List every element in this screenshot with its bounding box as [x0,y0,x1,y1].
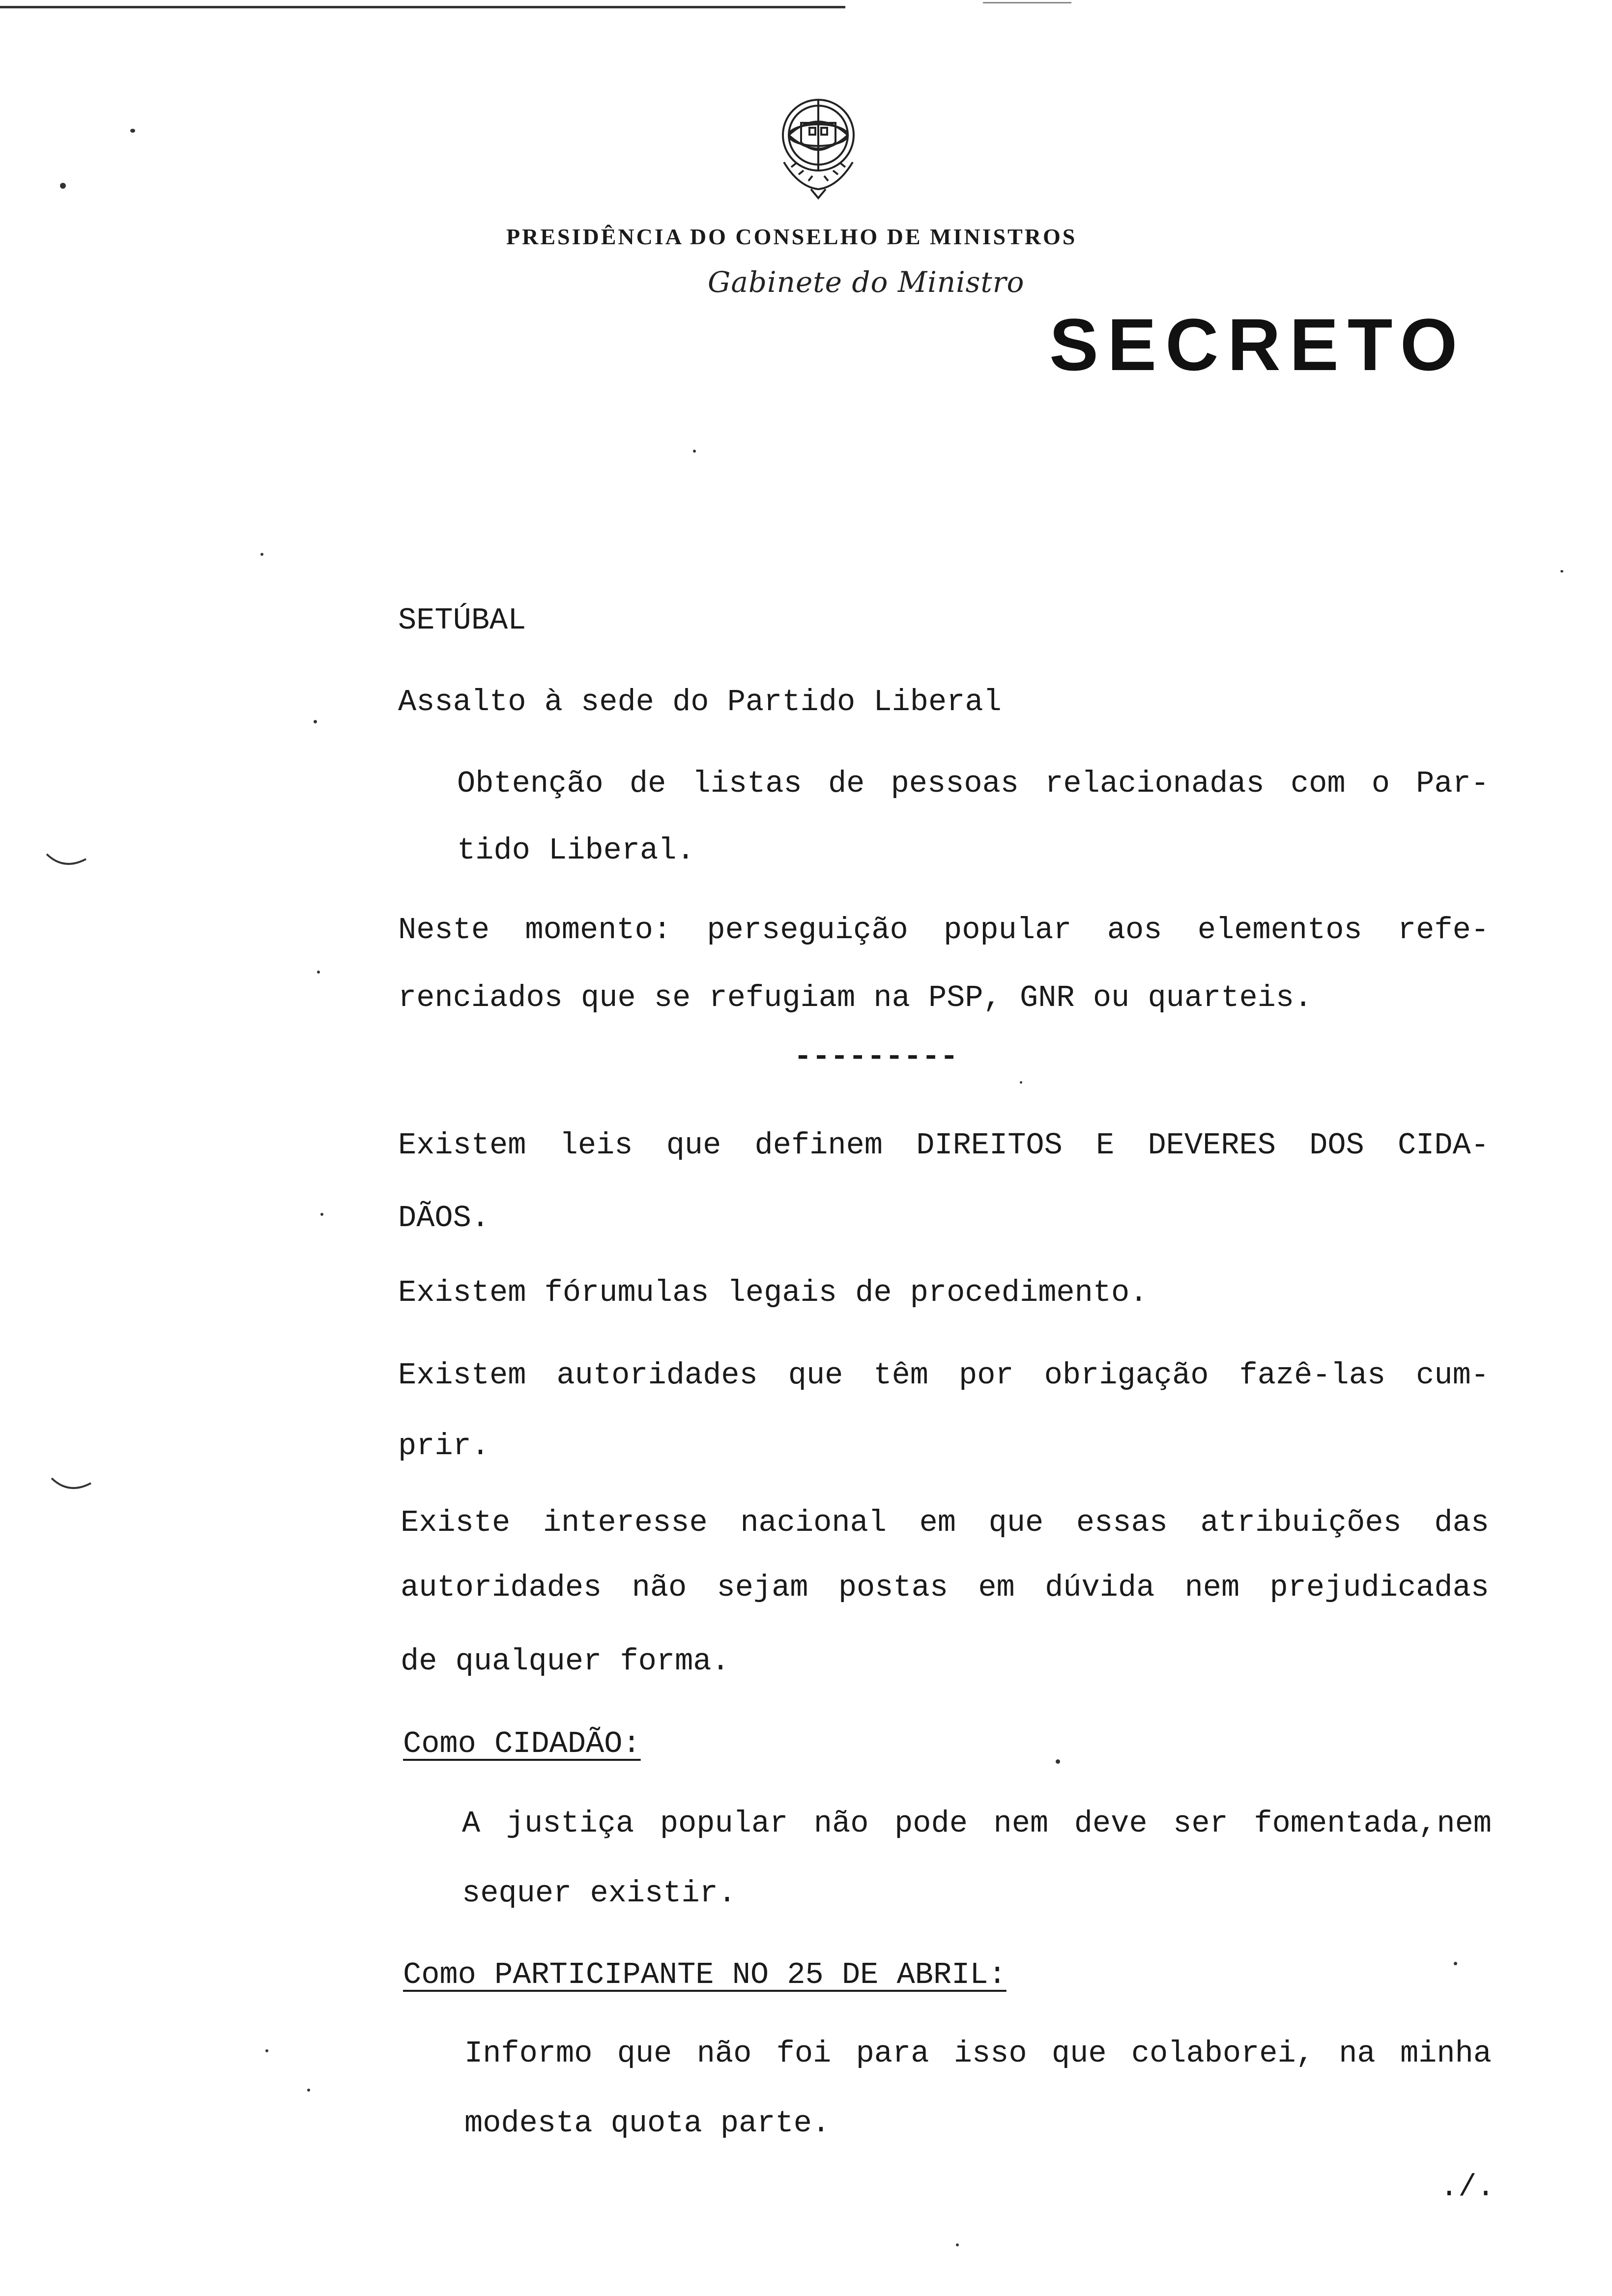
paragraph-3-line-1: Existem leis que definem DIREITOS E DEVERES DOS CIDA- [398,1128,1489,1163]
scan-speck [130,129,135,133]
scan-speck [265,2049,268,2052]
participant-heading: Como PARTICIPANTE NO 25 DE ABRIL: [403,1957,1007,1992]
paragraph-3-line-2: DÃOS. [398,1201,490,1235]
paragraph-5-line-1: Existem autoridades que têm por obrigação fazê-las cum- [398,1358,1489,1393]
paragraph-4: Existem fórumulas legais de procedimento. [398,1275,1148,1310]
cabinet-handwritten-label: Gabinete do Ministro [708,265,1025,299]
scan-speck [1560,570,1563,573]
scan-top-border-fragment [983,2,1071,3]
paragraph-1-line-1: Obtenção de listas de pessoas relacionadas com o Par- [457,766,1489,801]
scan-speck [1056,1759,1060,1764]
scan-mark-1 [44,850,88,870]
continuation-mark: ./. [1440,2170,1495,2205]
scan-speck [1020,1081,1022,1084]
classification-stamp: SECRETO [1049,303,1467,386]
paragraph-8-line-2: modesta quota parte. [464,2106,831,2141]
scan-speck [693,450,696,453]
scan-speck [60,183,66,189]
paragraph-1-line-2: tido Liberal. [457,833,695,868]
scan-speck [260,553,263,556]
scan-speck [1454,1962,1457,1965]
scan-mark-2 [49,1474,93,1494]
paragraph-8-line-1: Informo que não foi para isso que colaborei, na minha [464,2036,1492,2071]
citizen-heading: Como CIDADÃO: [403,1726,641,1761]
section-separator: --------- [794,1039,958,1074]
scan-top-border [0,6,845,8]
scan-speck [956,2243,959,2246]
location-heading: SETÚBAL [398,603,526,638]
paragraph-6-line-3: de qualquer forma. [401,1644,730,1679]
paragraph-7-line-2: sequer existir. [462,1876,737,1911]
paragraph-5-line-2: prir. [398,1429,490,1464]
paragraph-6-line-1: Existe interesse nacional em que essas atribuições das [401,1505,1489,1540]
coat-of-arms-seal-icon [764,88,872,206]
subject-line: Assalto à sede do Partido Liberal [398,685,1002,719]
paragraph-2-line-1: Neste momento: perseguição popular aos elementos refe- [398,913,1489,947]
organization-name: PRESIDÊNCIA DO CONSELHO DE MINISTROS [506,224,1077,249]
paragraph-7-line-1: A justiça popular não pode nem deve ser fomentada,nem [462,1806,1492,1841]
scan-speck [320,1213,323,1216]
scan-speck [307,2089,310,2092]
paragraph-6-line-2: autoridades não sejam postas em dúvida nem prejudicadas [401,1570,1489,1605]
paragraph-2-line-2: renciados que se refugiam na PSP, GNR ou quarteis. [398,980,1313,1015]
scan-speck [317,971,320,974]
scan-speck [314,720,317,723]
